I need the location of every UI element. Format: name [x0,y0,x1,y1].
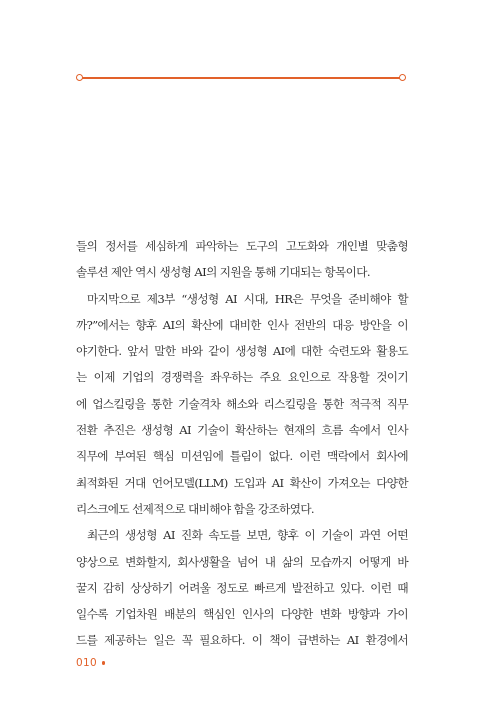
divider-left-ring [76,74,83,81]
text-line: 까?”에서는 향후 AI의 확산에 대비한 인사 전반의 대응 방안을 이 [76,317,408,332]
text-line: 양상으로 변화할지, 회사생활을 넘어 내 삶의 모습까지 어떻게 바 [76,554,408,569]
text-line: 마지막으로 제3부 “생성형 AI 시대, HR은 무엇을 준비해야 할 [87,291,408,306]
text-line: 솔루션 제안 역시 생성형 AI의 지원을 통해 기대되는 항목이다. [76,265,370,280]
text-line: 야기한다. 앞서 말한 바와 같이 생성형 AI에 대한 숙련도와 활용도 [76,344,408,359]
text-line: 는 이제 기업의 경쟁력을 좌우하는 주요 요인으로 작용할 것이기 [76,370,408,385]
text-line: 드를 제공하는 일은 꼭 필요하다. 이 책이 급변하는 AI 환경에서 [76,633,408,648]
text-line: 직무에 부여된 핵심 미션임에 틀림이 없다. 이런 맥락에서 회사에 [76,449,408,464]
body-text [76,233,408,654]
page-number [76,657,105,669]
text-line: 최근의 생성형 AI 진화 속도를 보면, 향후 이 기술이 과연 어떤 [87,528,408,543]
text-line: 에 업스킬링을 통한 기술격차 해소와 리스킬링을 통한 적극적 직무 [76,396,408,411]
chapter-divider [76,74,406,82]
page-number-bullet [102,661,106,665]
divider-right-ring [399,74,406,81]
text-line: 전환 추진은 생성형 AI 기술이 확산하는 현재의 흐름 속에서 인사 [76,423,408,438]
text-line: 일수록 기업차원 배분의 핵심인 인사의 다양한 변화 방향과 가이 [76,607,408,622]
divider-line [82,77,400,79]
text-line: 꿀지 감히 상상하기 어려울 정도로 빠르게 발전하고 있다. 이런 때 [76,580,408,595]
text-line: 최적화된 거대 언어모델(LLM) 도입과 AI 확산이 가져오는 다양한 [76,475,408,490]
text-line: 들의 정서를 세심하게 파악하는 도구의 고도화와 개인별 맞춤형 [76,239,408,253]
text-line: 리스크에도 선제적으로 대비해야 함을 강조하였다. [76,501,315,516]
page-number-text: 010 [76,657,97,669]
